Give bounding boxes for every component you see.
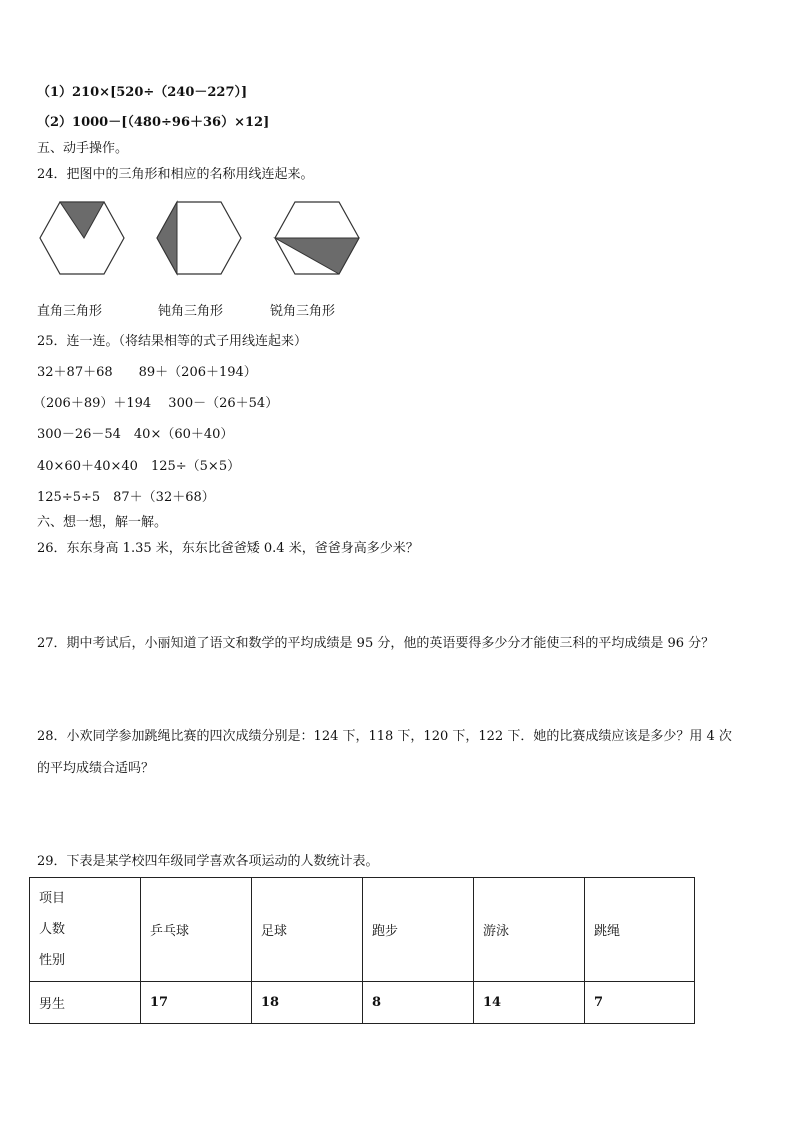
section-6-title: 六、想一想，解一解。 [37, 515, 168, 530]
question-28-line-2: 的平均成绩合适吗？ [37, 761, 155, 776]
table-cell: 18 [252, 982, 363, 1024]
match-row: 40×60＋40×40 125÷（5×5） [37, 459, 241, 474]
table-cell: 17 [141, 982, 252, 1024]
row-label: 男生 [30, 982, 141, 1024]
section-5-title: 五、动手操作。 [37, 141, 129, 156]
question-29: 29．下表是某学校四年级同学喜欢各项运动的人数统计表。 [37, 854, 379, 869]
question-27: 27．期中考试后，小丽知道了语文和数学的平均成绩是 95 分，他的英语要得多少分才能使三科的平均成绩是 96 分？ [37, 636, 715, 651]
match-row: 32＋87＋68 89＋（206＋194） [37, 365, 257, 380]
match-row: 300－26－54 40×（60＋40） [37, 427, 234, 442]
match-row: （206＋89）＋194 300－（26＋54） [33, 396, 279, 411]
hexagon-figure-obtuse-triangle [155, 200, 243, 276]
table-cell: 14 [474, 982, 585, 1024]
table-cell: 8 [363, 982, 474, 1024]
question-24: 24．把图中的三角形和相应的名称用线连起来。 [37, 167, 314, 182]
question-25: 25．连一连。（将结果相等的式子用线连起来） [37, 334, 308, 349]
corner-label-count: 人数 [39, 922, 66, 937]
column-header: 游泳 [474, 878, 585, 982]
match-row: 125÷5÷5 87＋（32＋68） [37, 490, 215, 505]
column-header: 跳绳 [585, 878, 695, 982]
question-28-line-1: 28．小欢同学参加跳绳比赛的四次成绩分别是：124 下，118 下，120 下，122 下．她的比赛成绩应该是多少？用 4 次 [37, 729, 732, 744]
column-header: 跑步 [363, 878, 474, 982]
hexagon-figure-right-triangle [38, 200, 126, 276]
calc-item-2: （2）1000－[（480÷96＋36）×12] [37, 115, 270, 130]
label-acute-triangle: 锐角三角形 [270, 304, 336, 319]
label-obtuse-triangle: 钝角三角形 [158, 304, 224, 319]
label-right-triangle: 直角三角形 [37, 304, 103, 319]
hexagon-figure-acute-triangle [273, 200, 361, 276]
table-corner-header [30, 878, 141, 982]
corner-label-item: 项目 [39, 891, 66, 906]
table-header-row [30, 878, 695, 982]
corner-label-gender: 性别 [39, 953, 66, 968]
column-header: 乒乓球 [141, 878, 252, 982]
sports-stats-table [29, 877, 695, 1024]
column-header: 足球 [252, 878, 363, 982]
table-row [30, 982, 695, 1024]
question-26: 26．东东身高 1.35 米，东东比爸爸矮 0.4 米，爸爸身高多少米？ [37, 541, 419, 556]
table-cell: 7 [585, 982, 695, 1024]
calc-item-1: （1）210×[520÷（240－227）] [37, 85, 248, 100]
